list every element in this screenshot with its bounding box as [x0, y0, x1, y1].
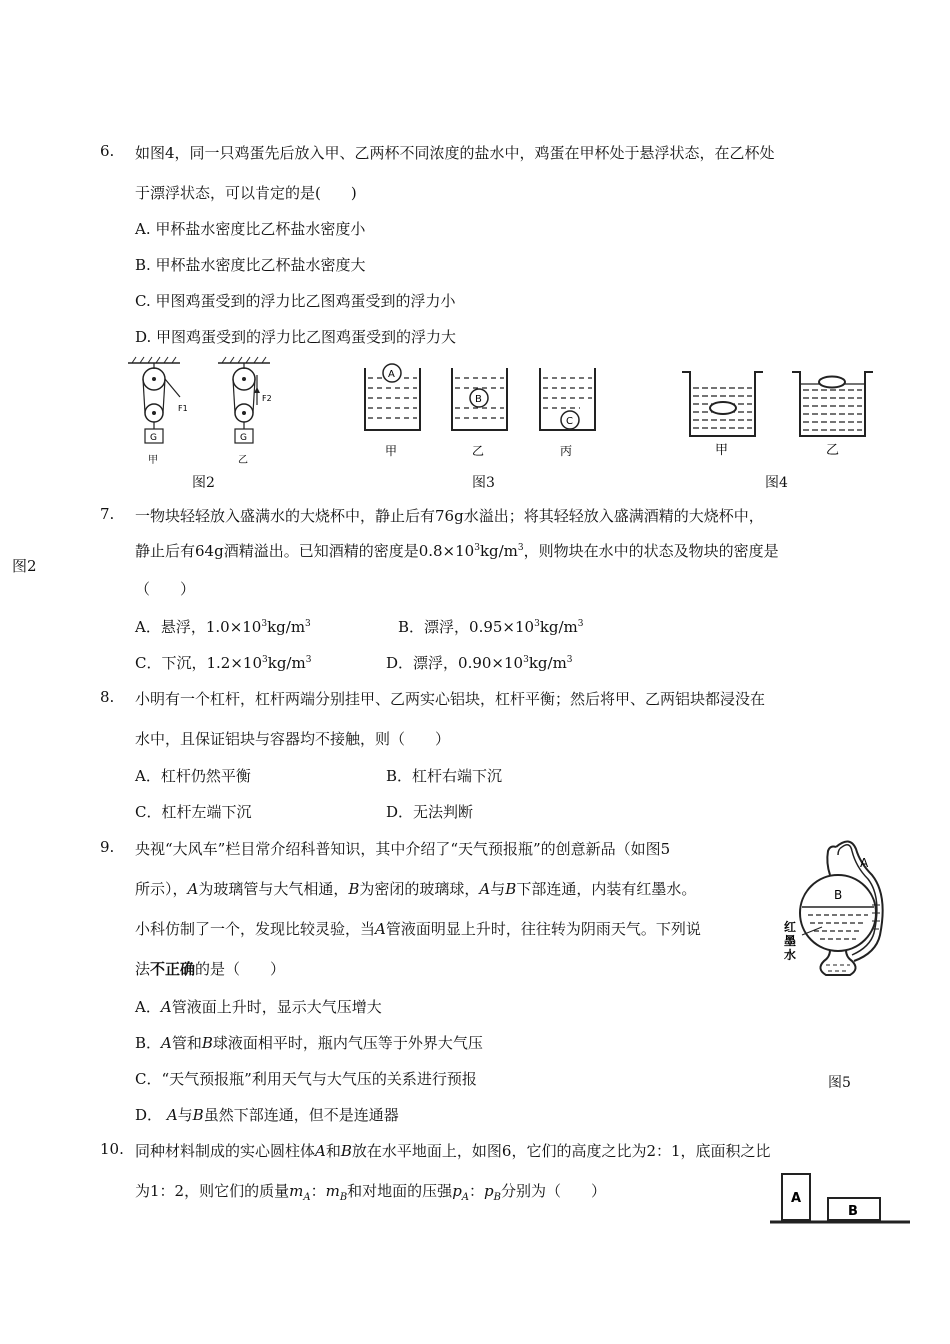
fig3-label-yi: 乙	[472, 444, 485, 458]
q7-option-a-exp2: 3	[305, 619, 311, 629]
figure-3-beakers	[360, 360, 610, 460]
q8-option-d: D．无法判断	[386, 803, 474, 821]
q10-l1-a: 同种材料制成的实心圆柱体	[135, 1142, 316, 1160]
q7-option-a-text: A．悬浮，1.0×10	[135, 618, 262, 636]
q7-option-c-unit: kg/m	[267, 654, 306, 672]
q9-stem-line2	[135, 878, 696, 899]
figure-2-pulleys	[120, 355, 320, 475]
figure-4-eggs	[680, 368, 880, 463]
fig2-weight-right: G	[240, 433, 247, 443]
q9-l3-b: 管液面明显上升时，往往转为阴雨天气。下列说	[385, 920, 701, 938]
q9-optA-A: A	[160, 998, 172, 1016]
q7-option-a-unit: kg/m	[267, 618, 306, 636]
q7-option-b-exp2: 3	[577, 619, 584, 629]
q7-option-d	[386, 652, 573, 673]
q8-option-a: A．杠杆仍然平衡	[135, 767, 251, 785]
fig5-ink-label	[784, 919, 800, 962]
q6-number: 6.	[100, 142, 115, 160]
q7-option-c-text: C．下沉，1.2×10	[135, 654, 262, 672]
fig2-force-right: F2	[262, 394, 272, 403]
q6-option-b: B. 甲杯盐水密度比乙杯盐水密度大	[135, 256, 366, 274]
q10-l2-c: 和对地面的压强	[347, 1182, 453, 1200]
fig3-ball-c: C	[566, 416, 573, 427]
fig6-label-a: A	[791, 1191, 802, 1206]
q9-l2-A: A	[187, 880, 199, 898]
fig3-caption: 图3	[472, 475, 495, 491]
q9-l3-A: A	[375, 920, 386, 938]
q8-stem-line1: 小明有一个杠杆，杠杆两端分别挂甲、乙两实心铝块，杠杆平衡；然后将甲、乙两铝块都浸没在	[135, 690, 766, 708]
q7-stem-line3: （ ）	[135, 580, 196, 598]
q9-l2-b: 为玻璃管与大气相通，	[198, 880, 349, 898]
q7-option-d-text: D．漂浮，0.90×10	[386, 654, 524, 672]
q7-line2-text-c: ，则物块在水中的状态及物块的密度是	[523, 542, 779, 560]
q10-l2-mA-sub	[303, 1192, 310, 1203]
fig4-label-yi: 乙	[826, 443, 840, 458]
q9-option-d	[135, 1104, 399, 1125]
q9-stem-line4	[135, 958, 285, 979]
q9-l2-d: 与	[490, 880, 506, 898]
q9-l2-e: 下部连通，内装有红墨水。	[516, 880, 697, 898]
q10-l2-pB-sub-i: B	[493, 1192, 502, 1203]
q9-l2-B: B	[348, 880, 360, 898]
q9-optB-prefix: B．	[135, 1034, 162, 1052]
figure-5-weather-bottle	[780, 835, 900, 985]
q9-optD-prefix: D．	[135, 1106, 163, 1124]
figure-6-cylinders	[770, 1170, 920, 1230]
q9-optA-prefix: A．	[135, 998, 161, 1016]
q9-optB-B: B	[201, 1034, 213, 1052]
q7-side-label: 图2	[12, 557, 37, 575]
q9-optD-text: 虽然下部连通，但不是连通器	[203, 1106, 399, 1124]
q9-l3-a: 小科仿制了一个，发现比较灵验，当	[135, 920, 376, 938]
q7-option-c-exp2: 3	[305, 655, 312, 665]
q10-stem-line2	[135, 1180, 606, 1203]
q10-l2-mA-sub-i: A	[303, 1192, 311, 1203]
q10-l2-d: ：	[469, 1182, 485, 1200]
q8-option-b: B．杠杆右端下沉	[386, 767, 503, 785]
q9-l2-c: 为密闭的玻璃球，	[359, 880, 480, 898]
fig5-ink-char1: 红	[784, 920, 797, 934]
q6-option-d: D. 甲图鸡蛋受到的浮力比乙图鸡蛋受到的浮力大	[135, 328, 457, 346]
q10-l2-pA: p	[452, 1182, 462, 1200]
fig4-label-jia: 甲	[715, 443, 729, 458]
q9-stem-line3	[135, 918, 701, 939]
q9-l4-a: 法	[135, 960, 151, 978]
q10-l1-B: B	[340, 1142, 352, 1160]
q7-option-c-exp: 3	[262, 655, 268, 665]
q9-optD-B: B	[192, 1106, 204, 1124]
q10-l2-pA-sub-i: A	[461, 1192, 470, 1203]
fig5-label-a: A	[860, 856, 869, 870]
q7-option-a-exp: 3	[261, 619, 268, 629]
fig5-ink-char2: 墨	[784, 934, 797, 948]
q9-optD-mid: 与	[177, 1106, 193, 1124]
q6-option-a: A. 甲杯盐水密度比乙杯盐水密度小	[135, 220, 366, 238]
q9-option-c: C．“天气预报瓶”利用天气与大气压的关系进行预报	[135, 1070, 477, 1088]
q10-number: 10.	[100, 1140, 124, 1158]
q7-line2-exp2: 3	[517, 543, 524, 553]
q7-line2-text-b: kg/m	[479, 542, 518, 560]
q9-l2-a: 所示），	[135, 880, 188, 898]
q7-option-c	[135, 652, 311, 673]
q8-stem-line2: 水中，且保证铝块与容器均不接触，则（ ）	[135, 730, 451, 748]
q10-l1-A: A	[315, 1142, 326, 1160]
q10-l2-b: ：	[310, 1182, 326, 1200]
fig6-label-b: B	[848, 1204, 858, 1219]
q9-stem-line1: 央视“大风车”栏目常介绍科普知识，其中介绍了“天气预报瓶”的创意新品（如图5	[135, 840, 671, 858]
q9-optA-text: 管液面上升时，显示大气压增大	[171, 998, 382, 1016]
fig2-force-left: F1	[178, 404, 188, 413]
q7-option-d-unit: kg/m	[528, 654, 567, 672]
q10-l2-pB-sub	[494, 1192, 501, 1203]
q10-l1-c: 放在水平地面上，如图6，它们的高度之比为2：1，底面积之比	[351, 1142, 771, 1160]
q6-stem-line2: 于漂浮状态，可以肯定的是( )	[135, 184, 357, 202]
q9-number: 9.	[100, 838, 115, 856]
q7-line2-exp: 3	[474, 543, 480, 553]
q7-stem-line2	[135, 540, 779, 561]
q9-l2-B2: B	[505, 880, 517, 898]
q7-option-b	[398, 616, 584, 637]
fig5-ink-char3: 水	[784, 948, 797, 962]
q10-l2-a: 为1：2，则它们的质量	[135, 1182, 290, 1200]
q6-stem-line1: 如图4，同一只鸡蛋先后放入甲、乙两杯不同浓度的盐水中，鸡蛋在甲杯处于悬浮状态，在乙杯处	[135, 144, 775, 162]
q7-option-a	[135, 616, 311, 637]
q10-l1-b: 和	[325, 1142, 341, 1160]
q7-number: 7.	[100, 505, 115, 523]
q7-option-b-unit: kg/m	[539, 618, 578, 636]
q7-stem-line1: 一物块轻轻放入盛满水的大烧杯中，静止后有76g水溢出；将其轻轻放入盛满酒精的大烧杯中，	[135, 507, 764, 525]
q7-option-b-exp: 3	[534, 619, 540, 629]
q9-l4-bold: 不正确	[150, 960, 196, 978]
q7-line2-text-a: 静止后有64g酒精溢出。已知酒精的密度是0.8×10	[135, 542, 475, 560]
q6-option-c: C. 甲图鸡蛋受到的浮力比乙图鸡蛋受到的浮力小	[135, 292, 456, 310]
q7-option-d-exp2: 3	[566, 655, 573, 665]
fig3-label-bing: 丙	[560, 444, 573, 458]
q7-option-b-text: B．漂浮，0.95×10	[398, 618, 535, 636]
fig5-caption: 图5	[828, 1075, 851, 1091]
q10-l2-pA-sub	[462, 1192, 469, 1203]
q9-option-a	[135, 996, 382, 1017]
q10-stem-line1	[135, 1140, 771, 1161]
q10-l2-mA: m	[289, 1182, 304, 1200]
q9-optB-text: 球液面相平时，瓶内气压等于外界大气压	[212, 1034, 483, 1052]
q7-option-d-exp: 3	[523, 655, 529, 665]
q9-l2-A2: A	[479, 880, 491, 898]
fig2-label-jia: 甲	[148, 455, 158, 466]
q10-l2-mB: m	[325, 1182, 340, 1200]
fig2-label-yi: 乙	[238, 455, 248, 466]
q9-l4-b: 的是（ ）	[195, 960, 286, 978]
q9-option-b	[135, 1032, 483, 1053]
fig3-ball-a: A	[388, 369, 395, 380]
q10-l2-mB-sub-i: B	[339, 1192, 348, 1203]
q10-l2-pB: p	[484, 1182, 494, 1200]
fig3-label-jia: 甲	[385, 444, 398, 458]
fig2-caption: 图2	[192, 475, 215, 491]
fig2-weight-left: G	[150, 433, 157, 443]
fig4-caption: 图4	[765, 475, 788, 491]
q9-optB-A: A	[161, 1034, 172, 1052]
fig5-label-b: B	[834, 888, 843, 902]
q10-l2-e: 分别为（ ）	[501, 1182, 607, 1200]
q9-optB-mid: 管和	[171, 1034, 202, 1052]
q8-number: 8.	[100, 688, 115, 706]
fig3-ball-b: B	[475, 394, 482, 405]
q8-option-c: C．杠杆左端下沉	[135, 803, 252, 821]
q9-optD-A: A	[166, 1106, 178, 1124]
